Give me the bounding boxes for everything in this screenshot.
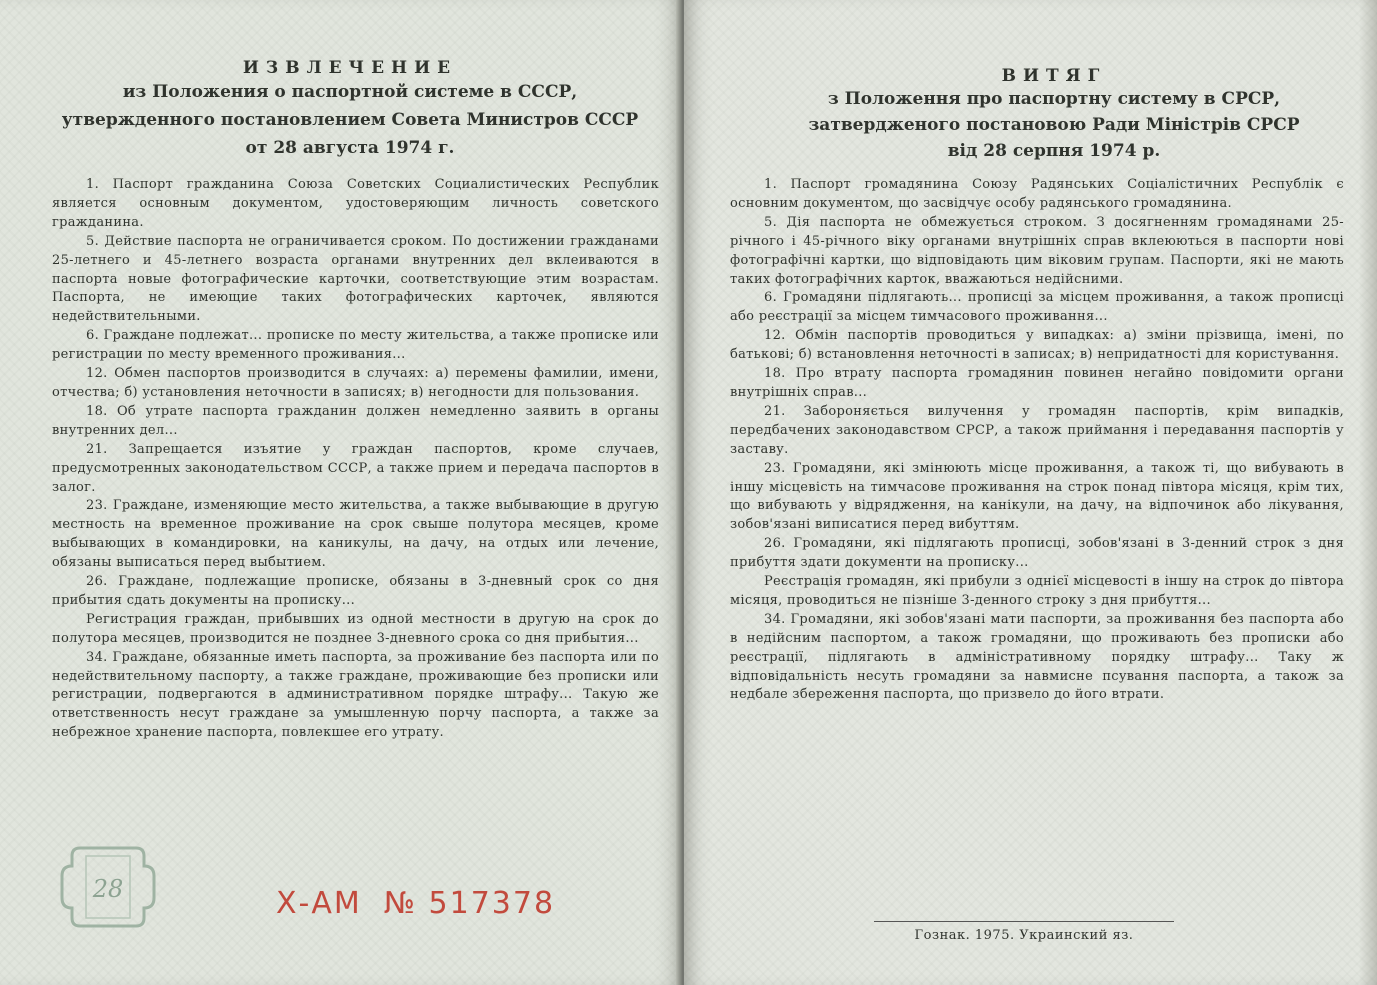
paragraph: 18. Про втрату паспорта громадянин повинен негайно повідомити органи внутрішніх справ... — [730, 366, 1344, 400]
left-header — [40, 58, 660, 162]
paragraph: Регистрация граждан, прибывших из одной местности в другую на срок до полутора месяцев, производится не позднее 3-дневного срока со дня прибытия... — [52, 611, 659, 646]
paragraph: 6. Граждане подлежат... прописке по месту жительства, а также прописке или регистрации по месту временного проживания... — [52, 328, 659, 363]
serial-series: Х-АМ — [276, 886, 362, 921]
left-body — [52, 176, 659, 743]
serial-number: № 517378 — [383, 886, 556, 921]
right-title: ВИТЯГ — [1001, 66, 1107, 86]
paragraph: Реєстрація громадян, які прибули з однієї місцевості в іншу на строк до півтора місяця, проводиться не пізніше 3-денного строку з дня прибуття... — [730, 574, 1344, 608]
right-header — [754, 66, 1354, 164]
right-subtitle-line: від 28 серпня 1974 р. — [947, 141, 1161, 161]
paragraph: 6. Громадяни підлягають... прописці за місцем проживання, а також прописці або реєстрації за місцем тимчасового проживання... — [730, 290, 1344, 325]
right-subtitle-line: затвердженого постановою Ради Міністрів СРСР — [808, 115, 1300, 135]
paragraph: 21. Забороняється вилучення у громадян паспортів, крім випадків, передбачених законодавством СРСР, а також приймання і передавання паспортів у заставу. — [730, 403, 1344, 457]
page-number-emblem-icon — [58, 842, 158, 932]
left-subtitle-line: из Положения о паспортной системе в СССР, — [122, 82, 578, 102]
paragraph: 5. Дія паспорта не обмежується строком. З досягненням громадянами 25-річного і 45-річного віку органами внутрішніх справ вклеюються в паспорти нові фотографічні картки, що відповідають цим віковим групам. Паспорти, які не мають таких фотографічних карток, вважаються недійсними. — [730, 214, 1344, 287]
left-subtitle-line: утвержденного постановлением Совета Министров СССР — [61, 110, 639, 130]
left-subtitle-line: от 28 августа 1974 г. — [245, 138, 455, 158]
printer-imprint: Гознак. 1975. Украинский яз. — [914, 928, 1134, 943]
paragraph: 1. Паспорт гражданина Союза Советских Социалистических Республик является основным документом, удостоверяющим личность советского гражданина. — [52, 177, 659, 230]
paragraph: 34. Граждане, обязанные иметь паспорта, за проживание без паспорта или по недействительному паспорту, а также граждане, проживающие без прописки или регистрации, подвергаются в административном порядке штрафу... Такую же ответственность несут граждане за умышленную порчу паспорта, а также за небрежное хранение паспорта, повлекшее его утрату. — [52, 649, 659, 741]
paragraph: 23. Граждане, изменяющие место жительства, а также выбывающие в другую местность на временное проживание на срок свыше полутора месяцев, кроме выбывающих в командировки, на каникулы, на дачу, на отдых или лечение, обязаны выписаться перед выбытием. — [52, 498, 659, 571]
paragraph: 26. Граждане, подлежащие прописке, обязаны в 3-дневный срок со дня прибытия сдать документы на прописку... — [52, 574, 659, 608]
left-title: ИЗВЛЕЧЕНИЕ — [242, 58, 458, 78]
page-edge-shadow — [1359, 0, 1377, 985]
paragraph: 12. Обмен паспортов производится в случаях: а) перемены фамилии, имени, отчества; б) установления неточности в записях; в) негодности для пользования. — [52, 366, 659, 400]
right-body — [730, 176, 1344, 705]
right-page — [684, 0, 1377, 985]
paragraph: 5. Действие паспорта не ограничивается сроком. По достижении гражданами 25-летнего и 45-летнего возраста органами внутренних дел вклеиваются в паспорта новые фотографические карточки, соответствующие этим возрастам. Паспорта, не имеющие таких фотографических карточек, являются недействительными. — [52, 233, 659, 325]
paragraph: 26. Громадяни, які підлягають прописці, зобов'язані в 3-денний строк з дня прибуття здати документи на прописку... — [730, 536, 1344, 571]
paragraph: 21. Запрещается изъятие у граждан паспортов, кроме случаев, предусмотренных законодательством СССР, а также прием и передача паспортов в залог. — [52, 441, 659, 495]
footer-divider — [874, 921, 1174, 922]
paragraph: 18. Об утрате паспорта гражданин должен немедленно заявить в органы внутренних дел... — [52, 403, 659, 438]
paragraph: 23. Громадяни, які змінюють місце проживання, а також ті, що вибувають в іншу місцевість на тимчасове проживання на строк понад півтора місяця, крім тих, що вибувають у відрядження, на канікули, на дачу, на відпочинок або лікування, зобов'язані виписатися перед вибуттям. — [730, 460, 1344, 533]
right-subtitle-line: з Положення про паспортну систему в СРСР, — [827, 89, 1281, 109]
paragraph: 1. Паспорт громадянина Союзу Радянських Соціалістичних Республік є основним документом, що засвідчує особу радянського громадянина. — [730, 177, 1344, 211]
paragraph: 34. Громадяни, які зобов'язані мати паспорти, за проживання без паспорта або в недійсним паспортом, а також громадяни, що проживають без прописки або реєстрації, підлягають в адміністративному порядку штрафу... Таку ж відповідальність несуть громадяни за навмисне псування паспорта, а також за недбале збереження паспорта, що призвело до його втрати. — [730, 611, 1344, 703]
paragraph: 12. Обмін паспортів проводиться у випадках: а) зміни прізвища, імені, по батькові; б) встановлення неточності в записах; в) непридатності для користування. — [730, 328, 1344, 363]
emblem-number: 28 — [92, 875, 124, 903]
left-page — [0, 0, 682, 985]
passport-serial — [276, 886, 577, 921]
